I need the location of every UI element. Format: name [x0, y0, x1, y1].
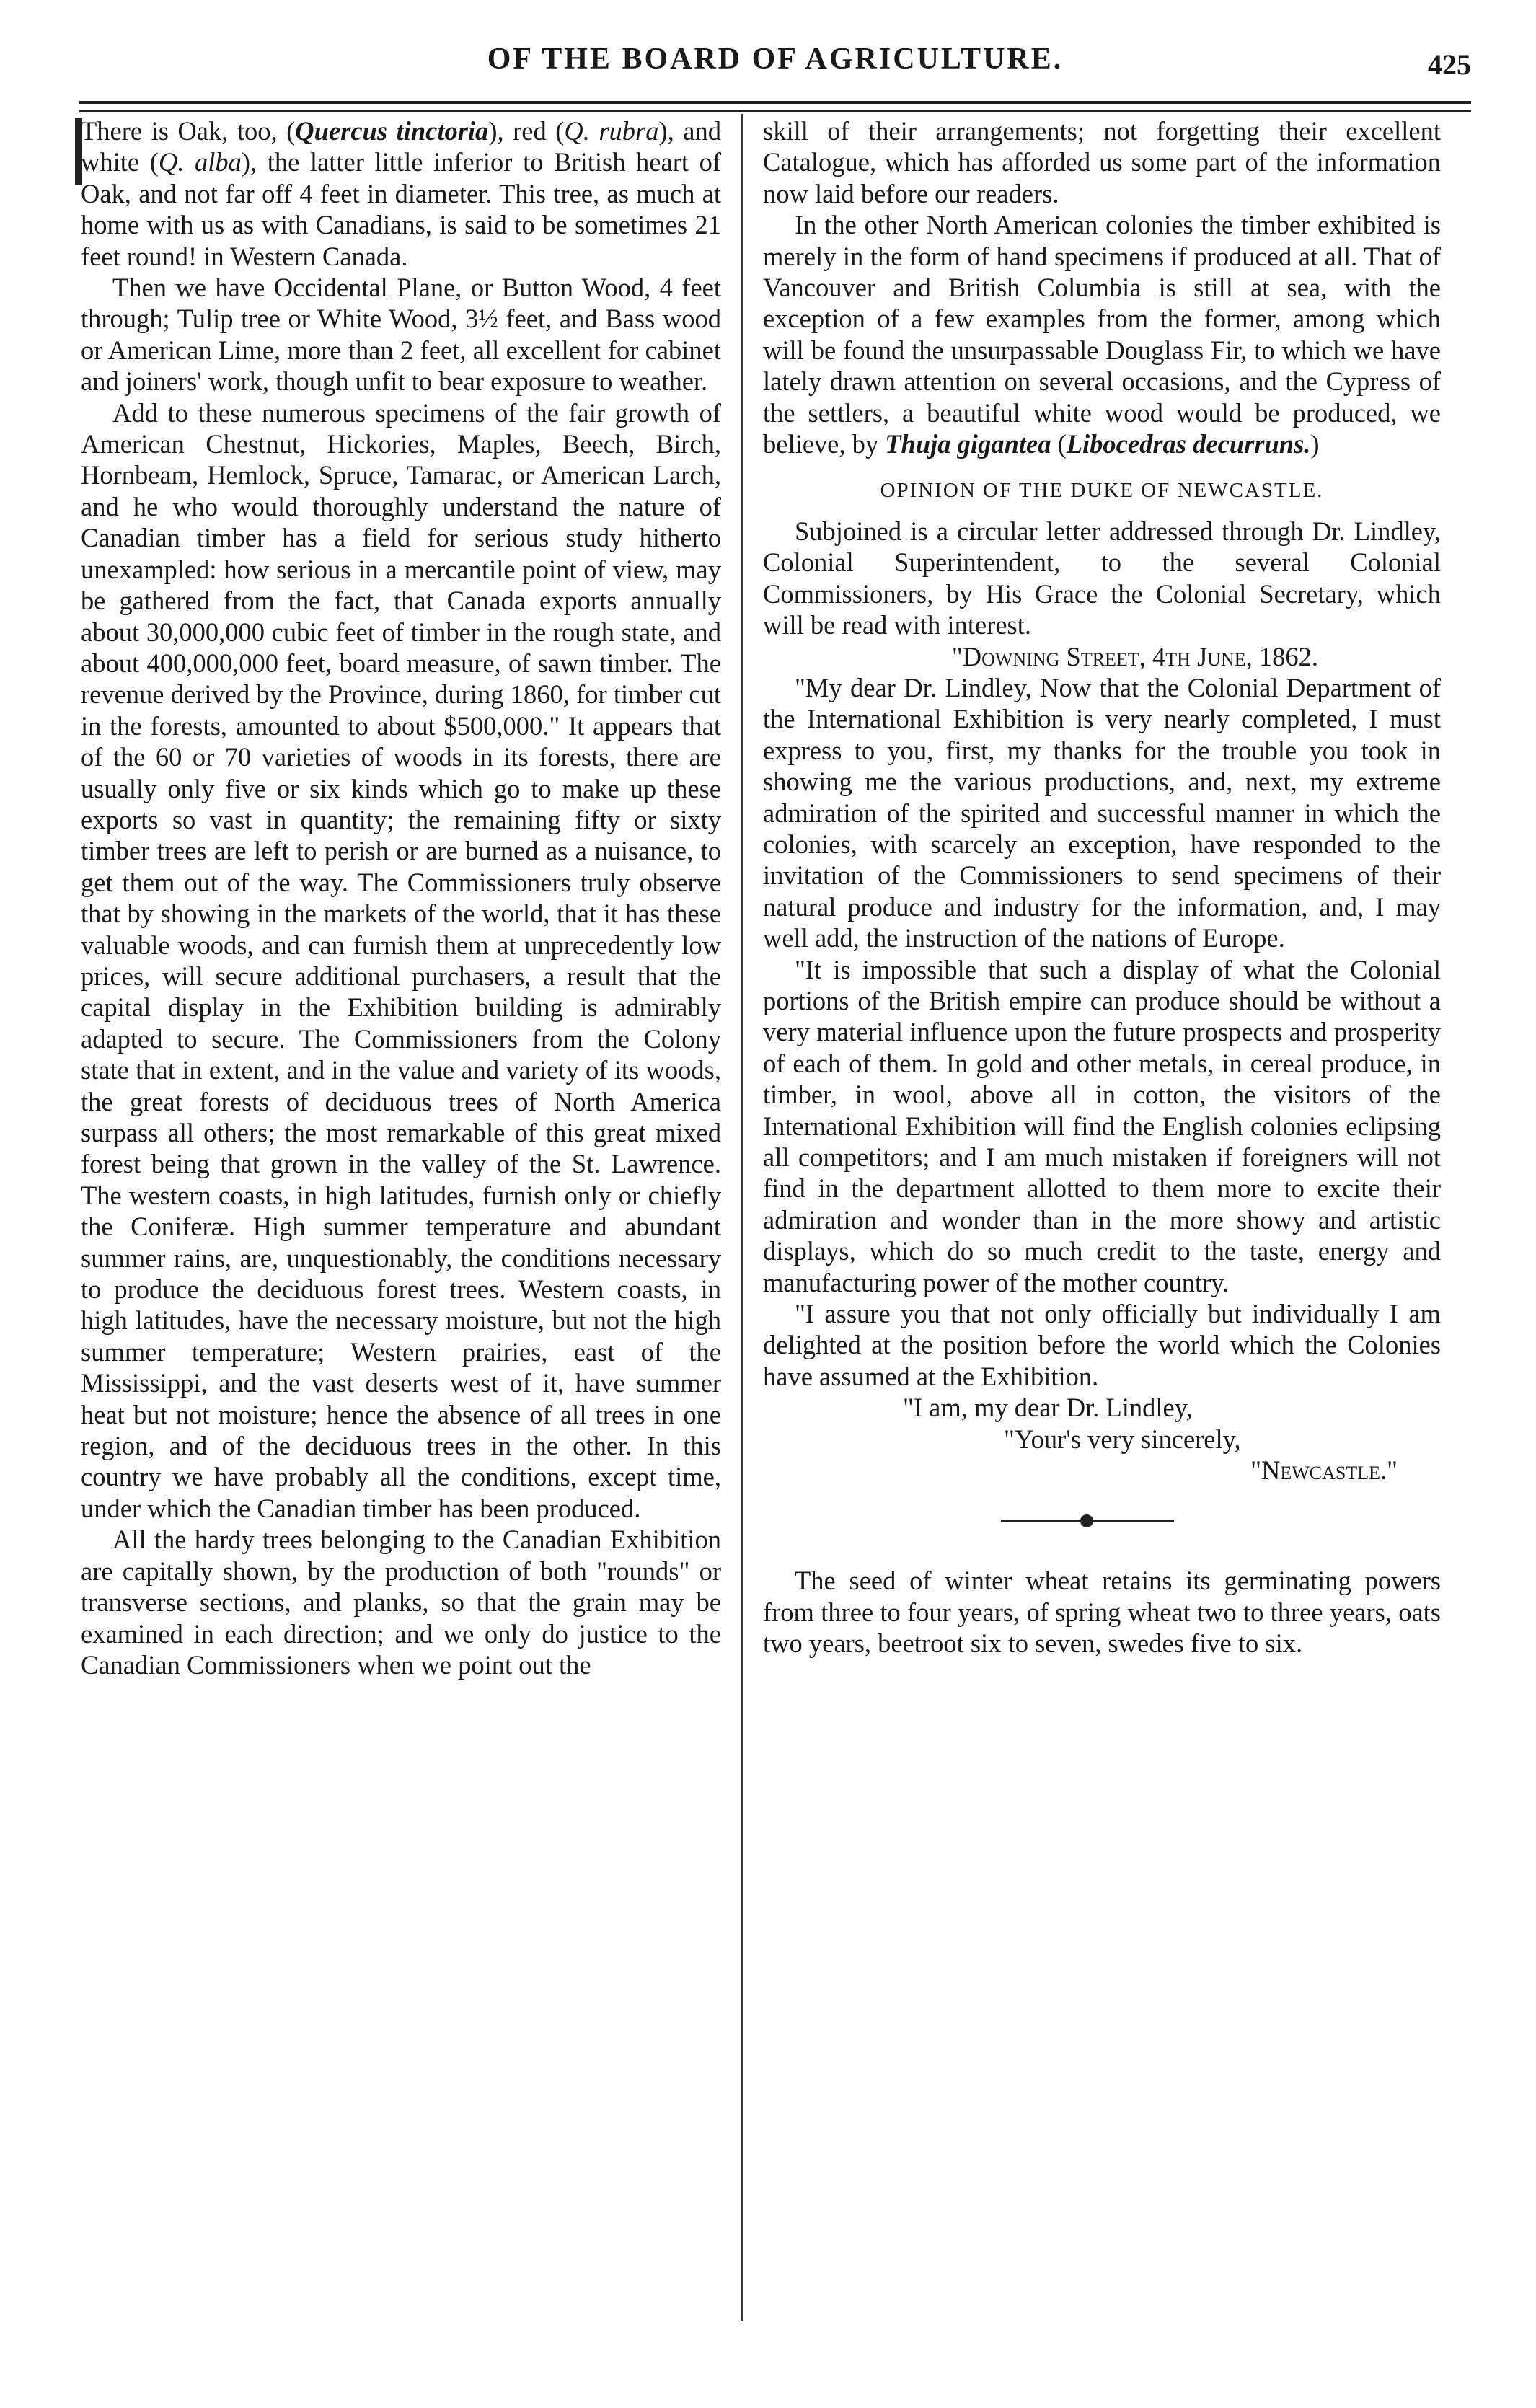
right-column: [763, 115, 1441, 1659]
species-libocedrus: Libocedras decurruns.: [1066, 429, 1311, 459]
oak-text-2: ), red (: [488, 116, 565, 146]
left-column: [81, 115, 721, 1680]
colonies-text-2: (: [1051, 429, 1067, 459]
letter-closing-salutation: "I am, my dear Dr. Lindley,: [903, 1393, 1193, 1423]
colonies-text-3: ): [1310, 429, 1320, 459]
species-q-rubra: Q. rubra: [564, 116, 659, 146]
oak-text-4: ), the latter little inferior to British heart of Oak, and not far off 4 feet in diameter. This tree, as much at home with us as with Canadians, is said to be sometimes 21 feet round! in Western Canada.: [81, 147, 722, 271]
ornament-dot: [1080, 1514, 1093, 1527]
colonies-text-1: In the other North American colonies the timber exhibited is merely in the form of hand specimens if produced at all. That of Vancouver and British Columbia is still at sea, with the exception of a few examples from the former, among which will be found the unsurpassable Douglass Fir, to which we have lately drawn attention on several occasions, and the Cypress of the settlers, a beautiful white wood would be produced, we believe, by: [763, 210, 1441, 459]
catalogue-paragraph: skill of their arrangements; not forgetting their excellent Catalogue, which has afforded us some part of the information now laid before our readers.: [763, 116, 1441, 208]
letter-closing-valediction: "Your's very sincerely,: [1004, 1424, 1241, 1454]
oak-text-1: There is Oak, too, (: [81, 116, 296, 146]
letter-paragraph-1: "My dear Dr. Lindley, Now that the Colonial Department of the International Exhibition is very nearly completed, I must express to you, first, my thanks for the trouble you took in showing me the various productions, and, next, my extreme admiration of the spirited and successful manner in which the colonies, with scarcely an exception, have responded to the invitation of the Commissioners to send specimens of their natural produce and industry for the information, and, I may well add, the instruction of the nations of Europe.: [763, 672, 1441, 953]
plane-paragraph: Then we have Occidental Plane, or Button Wood, 4 feet through; Tulip tree or White Wood, 3½ feet, and Bass wood or American Lime, more than 2 feet, all excellent for cabinet and joiners' work, though unfit to bear exposure to weather.: [81, 273, 721, 397]
seed-germination-paragraph: The seed of winter wheat retains its germinating powers from three to four years, of spring wheat two to three years, oats two years, beetroot six to seven, swedes five to six.: [763, 1566, 1441, 1659]
column-divider: [741, 114, 743, 2321]
letter-paragraph-3: "I assure you that not only officially but individually I am delighted at the position before the world which the Colonies have assumed at the Exhibition.: [763, 1299, 1441, 1391]
letter-paragraph-2: "It is impossible that such a display of what the Colonial portions of the British empire can produce should be without a very material influence upon the future prospects and prosperity of each of them. In gold and other metals, in cereal produce, in timber, in wool, above all in cotton, the visitors of the International Exhibition will find the English colonies eclipsing all competitors; and I am much mistaken if foreigners will not find in the department allotted to them more to excite their admiration and wonder than in the more showy and artistic displays, which do so much credit to the taste, energy and manufacturing power of the mother country.: [763, 954, 1441, 1297]
header-rule: [79, 101, 1471, 112]
species-thuja-gigantea: Thuja gigantea: [885, 429, 1051, 459]
species-q-alba: Q. alba: [158, 147, 242, 177]
ornament-divider: [763, 1500, 1441, 1543]
running-title: OF THE BOARD OF AGRICULTURE.: [487, 43, 1064, 76]
page-header: [79, 42, 1471, 100]
species-quercus-tinctoria: Quercus tinctoria: [295, 116, 489, 146]
letter-intro-paragraph: Subjoined is a circular letter addressed through Dr. Lindley, Colonial Superintendent, to the several Colonial Commissioners, by His Grace the Colonial Secretary, which will be read with interest.: [763, 516, 1441, 640]
section-heading: OPINION OF THE DUKE OF NEWCASTLE.: [880, 479, 1324, 503]
hardy-trees-paragraph: All the hardy trees belonging to the Canadian Exhibition are capitally shown, by the production of both "rounds" or transverse sections, and planks, so that the grain may be examined in each direction; and we only do justice to the Canadian Commissioners when we point out the: [81, 1525, 721, 1680]
oak-paragraph: [81, 115, 721, 272]
letter-signature: "Newcastle.": [1250, 1455, 1398, 1486]
other-colonies-paragraph: [763, 209, 1441, 459]
timber-trade-paragraph: Add to these numerous specimens of the fair growth of American Chestnut, Hickories, Maples, Beech, Birch, Hornbeam, Hemlock, Spruce, Tamarac, or American Larch, and he who would thoroughly understand the nature of Canadian timber has a field for serious study hitherto unexampled: how serious in a mercantile point of view, may be gathered from the fact, that Canada exports annually about 30,000,000 cubic feet of timber in the rough state, and about 400,000,000 feet, board measure, of sawn timber. The revenue derived by the Province, during 1860, for timber cut in the forests, amounted to about $500,000." It appears that of the 60 or 70 varieties of woods in its forests, there are usually only five or six kinds which go to make up these exports so vast in quantity; the remaining fifty or sixty timber trees are left to perish or are burned as a nuisance, to get them out of the way. The Commissioners truly observe that by showing in the markets of the world, that it has these valuable woods, and can furnish them at unprecedently low prices, will secure additional purchasers, a result that the capital display in the Exhibition building is admirably adapted to secure. The Commissioners from the Colony state that in extent, and in the value and variety of its woods, the great forests of deciduous trees of North America surpass all others; the most remarkable of this great mixed forest being that grown in the valley of the St. Lawrence. The western coasts, in high latitudes, furnish only or chiefly the Coniferæ. High summer temperature and abundant summer rains, are, unquestionably, the conditions necessary to produce the deciduous forest trees. Western coasts, in high latitudes, have the necessary moisture, but not the high summer temperature; Western prairies, east of the Mississippi, and the vast deserts west of it, have summer heat but not moisture; hence the absence of all trees in one region, and of the deciduous trees in the other. In this country we have probably all the conditions, except time, under which the Canadian timber has been produced.: [81, 397, 721, 1523]
page-number: 425: [1428, 48, 1471, 81]
oak-text-3: ), and white (: [81, 116, 721, 177]
letter-dateline: "Downing Street, 4th June, 1862.: [951, 641, 1318, 671]
